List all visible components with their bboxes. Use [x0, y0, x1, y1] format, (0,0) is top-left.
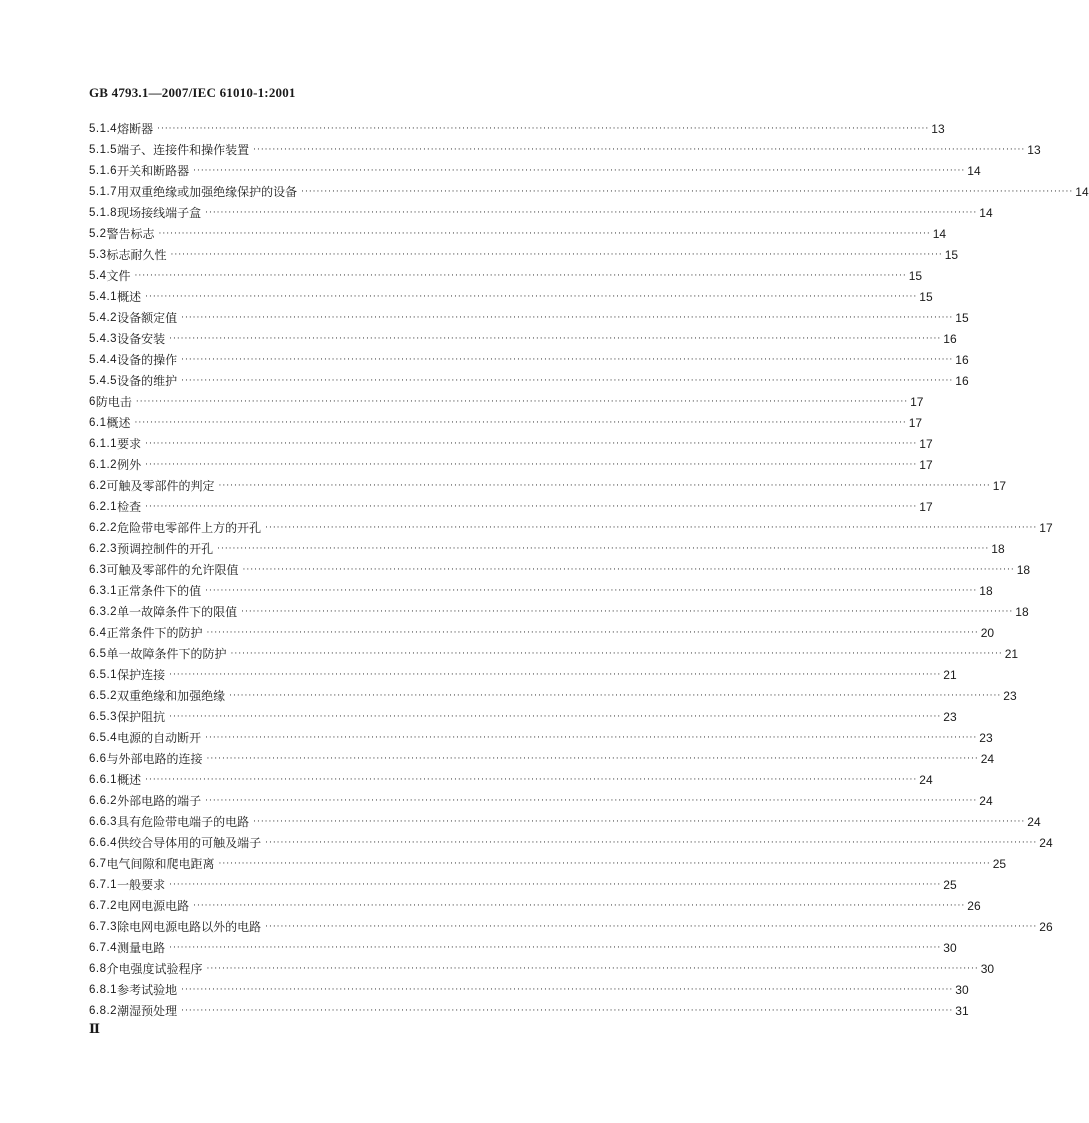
toc-dot-leader: ········································································································································································································	[145, 501, 918, 512]
toc-entry-page: 16	[943, 331, 957, 346]
toc-entry-title: 双重绝缘和加强绝缘	[117, 689, 226, 703]
toc-entry-number: 5.1.7	[89, 185, 118, 198]
toc-entry[interactable]	[89, 265, 923, 286]
toc-entry[interactable]	[89, 118, 945, 139]
toc-dot-leader: ········································································································································································································	[205, 207, 978, 218]
toc-dot-leader: ········································································································································································································	[169, 879, 942, 890]
toc-entry-title: 设备的维护	[117, 374, 178, 388]
toc-dot-leader: ········································································································································································································	[158, 228, 931, 239]
toc-entry-title: 开关和断路器	[117, 164, 190, 178]
toc-dot-leader: ········································································································································································································	[181, 1005, 954, 1016]
toc-dot-leader: ········································································································································································································	[145, 459, 918, 470]
toc-entry-page: 24	[1039, 835, 1053, 850]
toc-dot-leader: ········································································································································································································	[193, 165, 966, 176]
toc-entry-title: 潮湿预处理	[117, 1004, 178, 1018]
toc-entry-page: 25	[992, 856, 1007, 871]
toc-entry[interactable]	[89, 244, 959, 265]
toc-dot-leader: ········································································································································································································	[218, 858, 991, 869]
toc-entry[interactable]	[89, 391, 924, 412]
toc-entry-number: 5.1.5	[89, 143, 118, 156]
toc-dot-leader: ········································································································································································································	[135, 396, 909, 407]
toc-entry-number: 6.8.1	[89, 983, 118, 996]
toc-dot-leader: ········································································································································································································	[301, 186, 1074, 197]
toc-entry-title: 电气间隙和爬电距离	[106, 857, 215, 871]
toc-entry-number: 6.3	[89, 563, 107, 576]
toc-dot-leader: ········································································································································································································	[181, 354, 954, 365]
toc-entry[interactable]	[89, 370, 969, 391]
document-header: GB 4793.1—2007/IEC 61010-1:2001	[89, 85, 296, 100]
toc-dot-leader: ········································································································································································································	[145, 438, 918, 449]
toc-entry[interactable]	[89, 559, 1031, 580]
toc-entry-number: 6.6.4	[89, 836, 118, 849]
toc-entry-page: 15	[944, 247, 959, 262]
toc-entry-page: 16	[955, 373, 969, 388]
toc-entry-page: 18	[979, 583, 993, 598]
toc-dot-leader: ········································································································································································································	[145, 291, 918, 302]
toc-entry-page: 13	[1027, 142, 1041, 157]
toc-dot-leader: ········································································································································································································	[181, 312, 954, 323]
toc-entry-title: 要求	[117, 437, 142, 451]
toc-entry-number: 6.2.3	[89, 542, 118, 555]
toc-entry-number: 6.5.2	[89, 689, 118, 702]
toc-entry-number: 6.8.2	[89, 1004, 118, 1017]
toc-entry-number: 5.4.4	[89, 353, 118, 366]
toc-entry-title: 介电强度试验程序	[106, 962, 203, 976]
toc-entry[interactable]	[89, 853, 1007, 874]
toc-entry-number: 6.7	[89, 857, 107, 870]
table-of-contents	[89, 118, 1089, 1021]
toc-entry-page: 17	[919, 457, 933, 472]
toc-entry[interactable]	[89, 622, 995, 643]
toc-entry[interactable]	[89, 412, 923, 433]
toc-entry-number: 6.6.2	[89, 794, 118, 807]
toc-dot-leader: ········································································································································································································	[217, 543, 990, 554]
toc-entry-page: 15	[919, 289, 933, 304]
toc-entry[interactable]	[89, 349, 969, 370]
toc-entry[interactable]	[89, 433, 933, 454]
toc-entry[interactable]	[89, 202, 993, 223]
toc-entry-page: 18	[1015, 604, 1029, 619]
toc-entry-number: 6.5.4	[89, 731, 118, 744]
toc-entry-title: 与外部电路的连接	[106, 752, 203, 766]
toc-dot-leader: ········································································································································································································	[134, 270, 907, 281]
toc-dot-leader: ········································································································································································································	[206, 627, 979, 638]
toc-dot-leader: ········································································································································································································	[265, 921, 1038, 932]
toc-entry-title: 外部电路的端子	[117, 794, 202, 808]
toc-entry-number: 6.1.2	[89, 458, 118, 471]
toc-entry-title: 参考试验地	[117, 983, 178, 997]
toc-entry-number: 6.5	[89, 647, 107, 660]
toc-entry-page: 30	[980, 961, 995, 976]
toc-entry-title: 标志耐久性	[106, 248, 167, 262]
toc-entry-title: 设备额定值	[117, 311, 178, 325]
toc-entry-page: 17	[1039, 520, 1053, 535]
toc-dot-leader: ········································································································································································································	[206, 963, 979, 974]
toc-entry-page: 21	[1004, 646, 1019, 661]
toc-dot-leader: ········································································································································································································	[169, 333, 942, 344]
toc-entry[interactable]	[89, 223, 947, 244]
toc-entry-number: 5.1.6	[89, 164, 118, 177]
toc-entry[interactable]	[89, 937, 957, 958]
toc-entry-number: 5.3	[89, 248, 107, 261]
toc-dot-leader: ········································································································································································································	[205, 732, 978, 743]
toc-dot-leader: ········································································································································································································	[169, 669, 942, 680]
toc-dot-leader: ········································································································································································································	[181, 984, 954, 995]
toc-entry[interactable]	[89, 727, 993, 748]
toc-entry[interactable]	[89, 874, 957, 895]
toc-entry-number: 6.7.3	[89, 920, 118, 933]
toc-entry-title: 具有危险带电端子的电路	[117, 815, 250, 829]
toc-entry[interactable]	[89, 517, 1053, 538]
toc-entry[interactable]	[89, 286, 933, 307]
toc-entry-number: 6.6.3	[89, 815, 118, 828]
page-number-roman: Ⅱ	[89, 1021, 100, 1036]
toc-entry-page: 24	[979, 793, 993, 808]
toc-entry[interactable]	[89, 307, 969, 328]
toc-entry-title: 用双重绝缘或加强绝缘保护的设备	[117, 185, 298, 199]
toc-dot-leader: ········································································································································································································	[253, 144, 1026, 155]
toc-dot-leader: ········································································································································································································	[218, 480, 991, 491]
toc-entry-title: 警告标志	[106, 227, 155, 241]
toc-dot-leader: ········································································································································································································	[145, 774, 918, 785]
toc-dot-leader: ········································································································································································································	[206, 753, 979, 764]
toc-entry-page: 24	[1027, 814, 1041, 829]
toc-entry-page: 26	[1039, 919, 1053, 934]
toc-dot-leader: ········································································································································································································	[230, 648, 1003, 659]
toc-entry-number: 6.2.2	[89, 521, 118, 534]
toc-entry-page: 23	[1003, 688, 1017, 703]
toc-entry-title: 正常条件下的防护	[106, 626, 203, 640]
toc-entry-title: 除电网电源电路以外的电路	[117, 920, 262, 934]
toc-entry-number: 6.8	[89, 962, 107, 975]
toc-entry[interactable]	[89, 706, 957, 727]
toc-entry-page: 20	[980, 625, 995, 640]
toc-entry-number: 6.5.3	[89, 710, 118, 723]
toc-entry-number: 5.1.8	[89, 206, 118, 219]
toc-entry[interactable]	[89, 958, 995, 979]
toc-entry-page: 14	[967, 163, 981, 178]
toc-entry-page: 14	[979, 205, 993, 220]
toc-entry-title: 危险带电零部件上方的开孔	[117, 521, 262, 535]
toc-entry-number: 5.4	[89, 269, 107, 282]
toc-entry-number: 5.4.1	[89, 290, 118, 303]
toc-entry-title: 可触及零部件的允许限值	[106, 563, 239, 577]
toc-dot-leader: ········································································································································································································	[193, 900, 966, 911]
toc-entry[interactable]	[89, 769, 933, 790]
toc-entry-title: 电源的自动断开	[117, 731, 202, 745]
toc-dot-leader: ········································································································································································································	[134, 417, 907, 428]
toc-entry-number: 6.6	[89, 752, 107, 765]
toc-entry-page: 23	[943, 709, 957, 724]
toc-entry-page: 24	[980, 751, 995, 766]
toc-entry[interactable]	[89, 811, 1041, 832]
toc-entry-number: 6	[89, 395, 96, 408]
toc-entry-title: 概述	[106, 416, 131, 430]
toc-entry-page: 30	[955, 982, 969, 997]
toc-entry-number: 6.7.1	[89, 878, 118, 891]
toc-entry[interactable]	[89, 979, 969, 1000]
toc-entry-page: 14	[932, 226, 947, 241]
toc-dot-leader: ········································································································································································································	[205, 795, 978, 806]
toc-entry-title: 一般要求	[117, 878, 166, 892]
toc-entry-page: 18	[1016, 562, 1031, 577]
toc-entry[interactable]	[89, 181, 1089, 202]
toc-entry[interactable]	[89, 643, 1019, 664]
toc-entry-number: 6.7.4	[89, 941, 118, 954]
toc-entry-number: 5.4.3	[89, 332, 118, 345]
toc-dot-leader: ········································································································································································································	[253, 816, 1026, 827]
toc-entry-number: 6.2	[89, 479, 107, 492]
toc-dot-leader: ········································································································································································································	[170, 249, 943, 260]
toc-entry-page: 24	[919, 772, 933, 787]
toc-dot-leader: ········································································································································································································	[229, 690, 1002, 701]
toc-entry[interactable]	[89, 895, 981, 916]
toc-entry[interactable]	[89, 685, 1017, 706]
toc-dot-leader: ········································································································································································································	[265, 522, 1038, 533]
toc-entry-title: 保护阻抗	[117, 710, 166, 724]
toc-entry-number: 6.3.2	[89, 605, 118, 618]
toc-dot-leader: ········································································································································································································	[205, 585, 978, 596]
toc-entry-number: 5.2	[89, 227, 107, 240]
toc-entry-page: 18	[991, 541, 1005, 556]
toc-entry-title: 设备的操作	[117, 353, 178, 367]
toc-dot-leader: ········································································································································································································	[169, 711, 942, 722]
toc-entry[interactable]	[89, 454, 933, 475]
toc-entry-title: 熔断器	[117, 122, 154, 136]
toc-entry-page: 23	[979, 730, 993, 745]
toc-entry-title: 文件	[106, 269, 131, 283]
toc-entry[interactable]	[89, 475, 1007, 496]
toc-entry-number: 6.3.1	[89, 584, 118, 597]
toc-entry-title: 概述	[117, 290, 142, 304]
toc-entry-page: 17	[992, 478, 1007, 493]
toc-entry-number: 6.1.1	[89, 437, 118, 450]
toc-entry[interactable]	[89, 139, 1041, 160]
toc-entry[interactable]	[89, 1000, 969, 1021]
toc-dot-leader: ········································································································································································································	[181, 375, 954, 386]
toc-entry-page: 21	[943, 667, 957, 682]
toc-entry-page: 17	[919, 499, 933, 514]
toc-dot-leader: ········································································································································································································	[157, 123, 930, 134]
toc-entry-page: 13	[931, 121, 945, 136]
toc-entry-title: 单一故障条件下的限值	[117, 605, 238, 619]
toc-entry[interactable]	[89, 538, 1005, 559]
toc-entry-title: 防电击	[95, 395, 132, 409]
toc-entry-page: 15	[955, 310, 969, 325]
toc-entry-page: 17	[910, 394, 924, 409]
toc-dot-leader: ········································································································································································································	[265, 837, 1038, 848]
toc-entry-number: 6.1	[89, 416, 107, 429]
toc-entry-title: 正常条件下的值	[117, 584, 202, 598]
toc-dot-leader: ········································································································································································································	[241, 606, 1014, 617]
toc-entry-page: 17	[908, 415, 923, 430]
toc-entry-title: 供绞合导体用的可触及端子	[117, 836, 262, 850]
toc-entry[interactable]	[89, 832, 1053, 853]
toc-entry-title: 端子、连接件和操作装置	[117, 143, 250, 157]
toc-entry-title: 检查	[117, 500, 142, 514]
toc-entry[interactable]	[89, 790, 993, 811]
toc-entry-number: 5.4.5	[89, 374, 118, 387]
toc-entry-title: 可触及零部件的判定	[106, 479, 215, 493]
toc-entry-title: 预调控制件的开孔	[117, 542, 214, 556]
toc-entry-page: 17	[919, 436, 933, 451]
toc-entry-title: 单一故障条件下的防护	[106, 647, 227, 661]
toc-entry-number: 6.4	[89, 626, 107, 639]
toc-entry-number: 6.6.1	[89, 773, 118, 786]
toc-entry[interactable]	[89, 601, 1029, 622]
toc-entry[interactable]	[89, 496, 933, 517]
toc-entry-title: 保护连接	[117, 668, 166, 682]
toc-entry-page: 16	[955, 352, 969, 367]
toc-entry-page: 31	[955, 1003, 969, 1018]
toc-dot-leader: ········································································································································································································	[242, 564, 1015, 575]
toc-entry-number: 6.5.1	[89, 668, 118, 681]
toc-entry-title: 电网电源电路	[117, 899, 190, 913]
toc-entry-number: 5.1.4	[89, 122, 118, 135]
toc-entry-page: 25	[943, 877, 957, 892]
toc-entry-title: 测量电路	[117, 941, 166, 955]
toc-entry-title: 现场接线端子盒	[117, 206, 202, 220]
toc-entry-page: 14	[1075, 184, 1089, 199]
toc-entry-title: 例外	[117, 458, 142, 472]
toc-entry-title: 设备安装	[117, 332, 166, 346]
toc-entry-number: 6.2.1	[89, 500, 118, 513]
toc-entry-number: 6.7.2	[89, 899, 118, 912]
toc-entry-number: 5.4.2	[89, 311, 118, 324]
toc-entry[interactable]	[89, 328, 957, 349]
toc-entry[interactable]	[89, 160, 981, 181]
toc-entry[interactable]	[89, 748, 995, 769]
toc-entry-page: 30	[943, 940, 957, 955]
toc-entry[interactable]	[89, 580, 993, 601]
toc-dot-leader: ········································································································································································································	[169, 942, 942, 953]
toc-entry[interactable]	[89, 664, 957, 685]
toc-entry[interactable]	[89, 916, 1053, 937]
toc-entry-page: 26	[967, 898, 981, 913]
toc-entry-title: 概述	[117, 773, 142, 787]
toc-entry-page: 15	[908, 268, 923, 283]
